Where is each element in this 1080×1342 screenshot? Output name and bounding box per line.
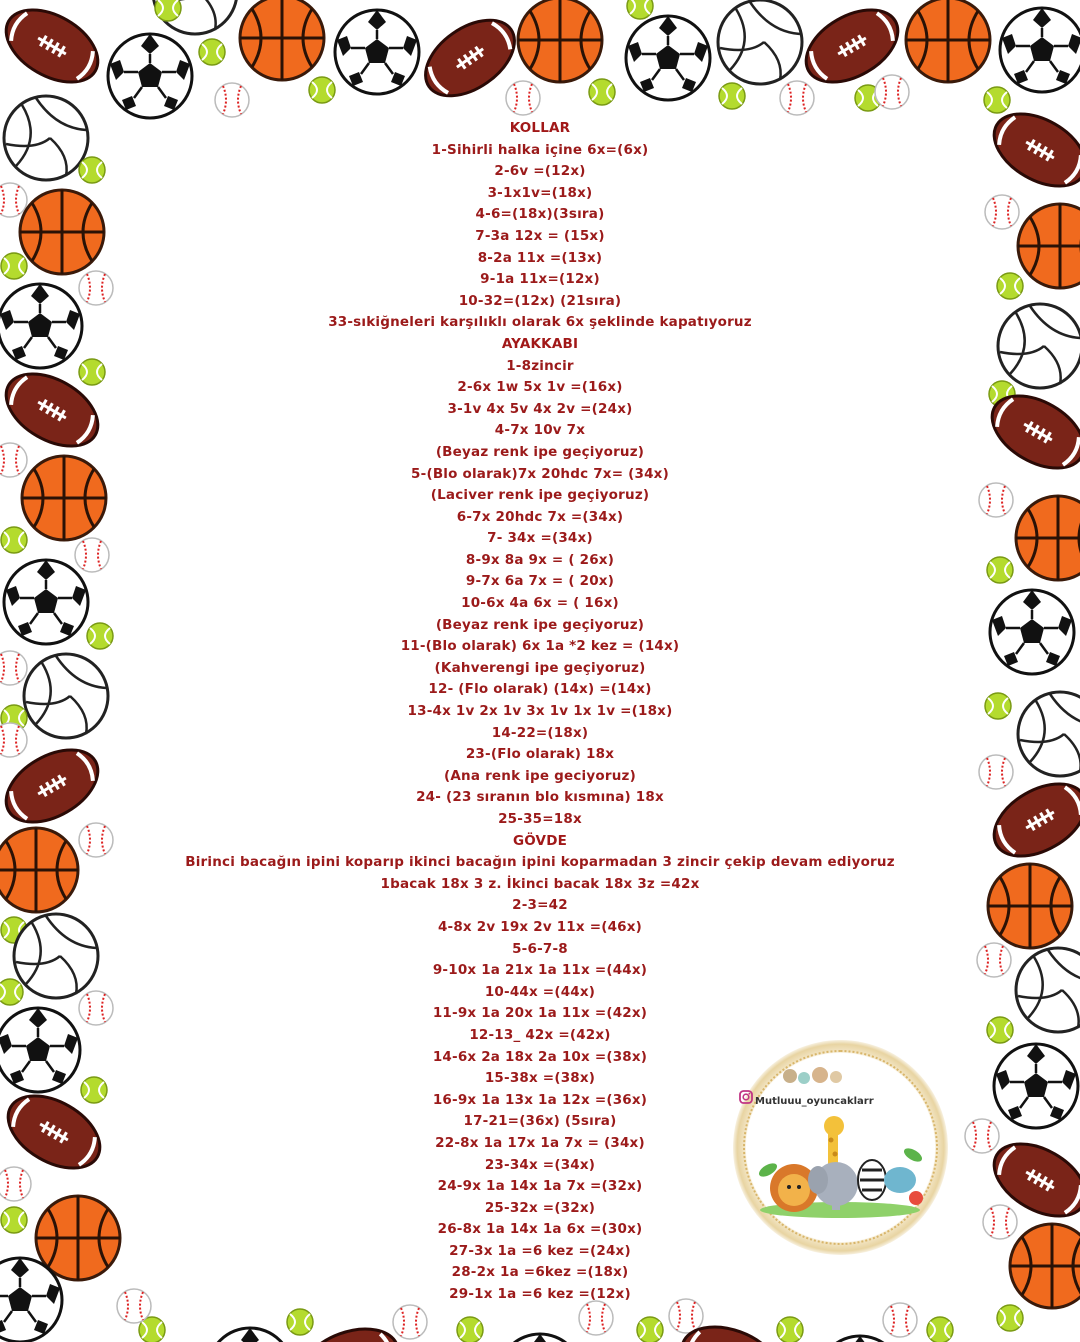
- instruction-line: 22-8x 1a 17x 1a 7x = (34x): [435, 1134, 645, 1151]
- instruction-line: 1-Sihirli halka içine 6x=(6x): [431, 141, 649, 158]
- instruction-line: 2-3=42: [512, 897, 568, 914]
- instruction-line: 33-sıkiğneleri karşılıklı olarak 6x şeklinde kapatıyoruz: [328, 314, 752, 331]
- instruction-line: 12- (Flo olarak) (14x) =(14x): [428, 681, 652, 698]
- instruction-line: 2-6v =(12x): [494, 163, 586, 180]
- instruction-line: 5-6-7-8: [512, 940, 568, 957]
- instruction-line: 14-6x 2a 18x 2a 10x =(38x): [432, 1048, 648, 1065]
- brand-badge: [733, 1040, 948, 1255]
- instruction-line: 4-7x 10v 7x: [494, 422, 586, 439]
- mini-animals-icon: [778, 1058, 848, 1088]
- instruction-line: (Ana renk ipe geciyoruz): [444, 767, 636, 784]
- instruction-line: 4-8x 2v 19x 2v 11x =(46x): [437, 918, 643, 935]
- instruction-line: 24-9x 1a 14x 1a 7x =(32x): [437, 1178, 643, 1195]
- instruction-line: 14-22=(18x): [491, 724, 589, 741]
- instruction-line: 8-2a 11x =(13x): [477, 249, 603, 266]
- instagram-handle: Mutluuu_oyuncaklarr: [755, 1096, 874, 1107]
- instruction-line: 23-34x =(34x): [484, 1156, 596, 1173]
- instruction-line: 10-44x =(44x): [484, 983, 596, 1000]
- instruction-line: 9-1a 11x=(12x): [480, 271, 600, 288]
- instruction-line: 25-32x =(32x): [484, 1199, 596, 1216]
- instruction-line: 7- 34x =(34x): [487, 530, 593, 547]
- section-heading: GÖVDE: [512, 832, 568, 849]
- instruction-line: 23-(Flo olarak) 18x: [465, 746, 615, 763]
- instruction-line: 5-(Blo olarak)7x 20hdc 7x= (34x): [411, 465, 669, 482]
- instruction-line: 7-3a 12x = (15x): [475, 227, 605, 244]
- instruction-line: 28-2x 1a =6kez =(18x): [451, 1264, 629, 1281]
- instruction-line: (Beyaz renk ipe geçiyoruz): [435, 443, 645, 460]
- instruction-line: 4-6=(18x)(3sıra): [475, 206, 605, 223]
- instruction-line: 15-38x =(38x): [484, 1070, 596, 1087]
- instruction-line: 26-8x 1a 14x 1a 6x =(30x): [437, 1221, 643, 1238]
- instruction-line: 9-10x 1a 21x 1a 11x =(44x): [432, 962, 648, 979]
- instagram-icon: [739, 1090, 753, 1104]
- instruction-line: 8-9x 8a 9x = ( 26x): [465, 551, 615, 568]
- instruction-line: Birinci bacağın ipini koparıp ikinci bacağın ipini koparmadan 3 zincir çekip devam ediyoruz: [185, 854, 895, 871]
- instruction-line: (Beyaz renk ipe geçiyoruz): [435, 616, 645, 633]
- instruction-line: 29-1x 1a =6 kez =(12x): [449, 1286, 631, 1303]
- instruction-line: 12-13_ 42x =(42x): [469, 1026, 611, 1043]
- instruction-line: 2-6x 1w 5x 1v =(16x): [457, 379, 623, 396]
- instruction-line: (Laciver renk ipe geçiyoruz): [430, 487, 650, 504]
- instruction-line: 11-9x 1a 20x 1a 11x =(42x): [432, 1005, 648, 1022]
- instruction-line: 17-21=(36x) (5sıra): [463, 1113, 617, 1130]
- instruction-line: 24- (23 sıranın blo kısmına) 18x: [416, 789, 664, 806]
- instruction-line: 10-32=(12x) (21sıra): [458, 292, 622, 309]
- instruction-line: 13-4x 1v 2x 1v 3x 1v 1x 1v =(18x): [407, 703, 673, 720]
- section-heading: KOLLAR: [509, 120, 571, 136]
- section-heading: AYAKKABI: [501, 335, 579, 352]
- instruction-line: 1bacak 18x 3 z. İkinci bacak 18x 3z =42x: [380, 875, 700, 892]
- instruction-line: 10-6x 4a 6x = ( 16x): [461, 595, 619, 612]
- instruction-line: 25-35=18x: [498, 811, 582, 827]
- instruction-line: 6-7x 20hdc 7x =(34x): [456, 508, 624, 525]
- instruction-line: 3-1v 4x 5v 4x 2v =(24x): [447, 400, 633, 417]
- instruction-line: (Kahverengi ipe geçiyoruz): [434, 659, 646, 676]
- instruction-line: 9-7x 6a 7x = ( 20x): [465, 573, 615, 590]
- instruction-line: 16-9x 1a 13x 1a 12x =(36x): [432, 1091, 648, 1108]
- instruction-line: 3-1x1v=(18x): [487, 184, 593, 201]
- instruction-line: 27-3x 1a =6 kez =(24x): [449, 1242, 631, 1259]
- instruction-line: 1-8zincir: [506, 357, 574, 374]
- safari-animals-illustration: [748, 1110, 933, 1220]
- instruction-line: 11-(Blo olarak) 6x 1a *2 kez = (14x): [400, 638, 680, 655]
